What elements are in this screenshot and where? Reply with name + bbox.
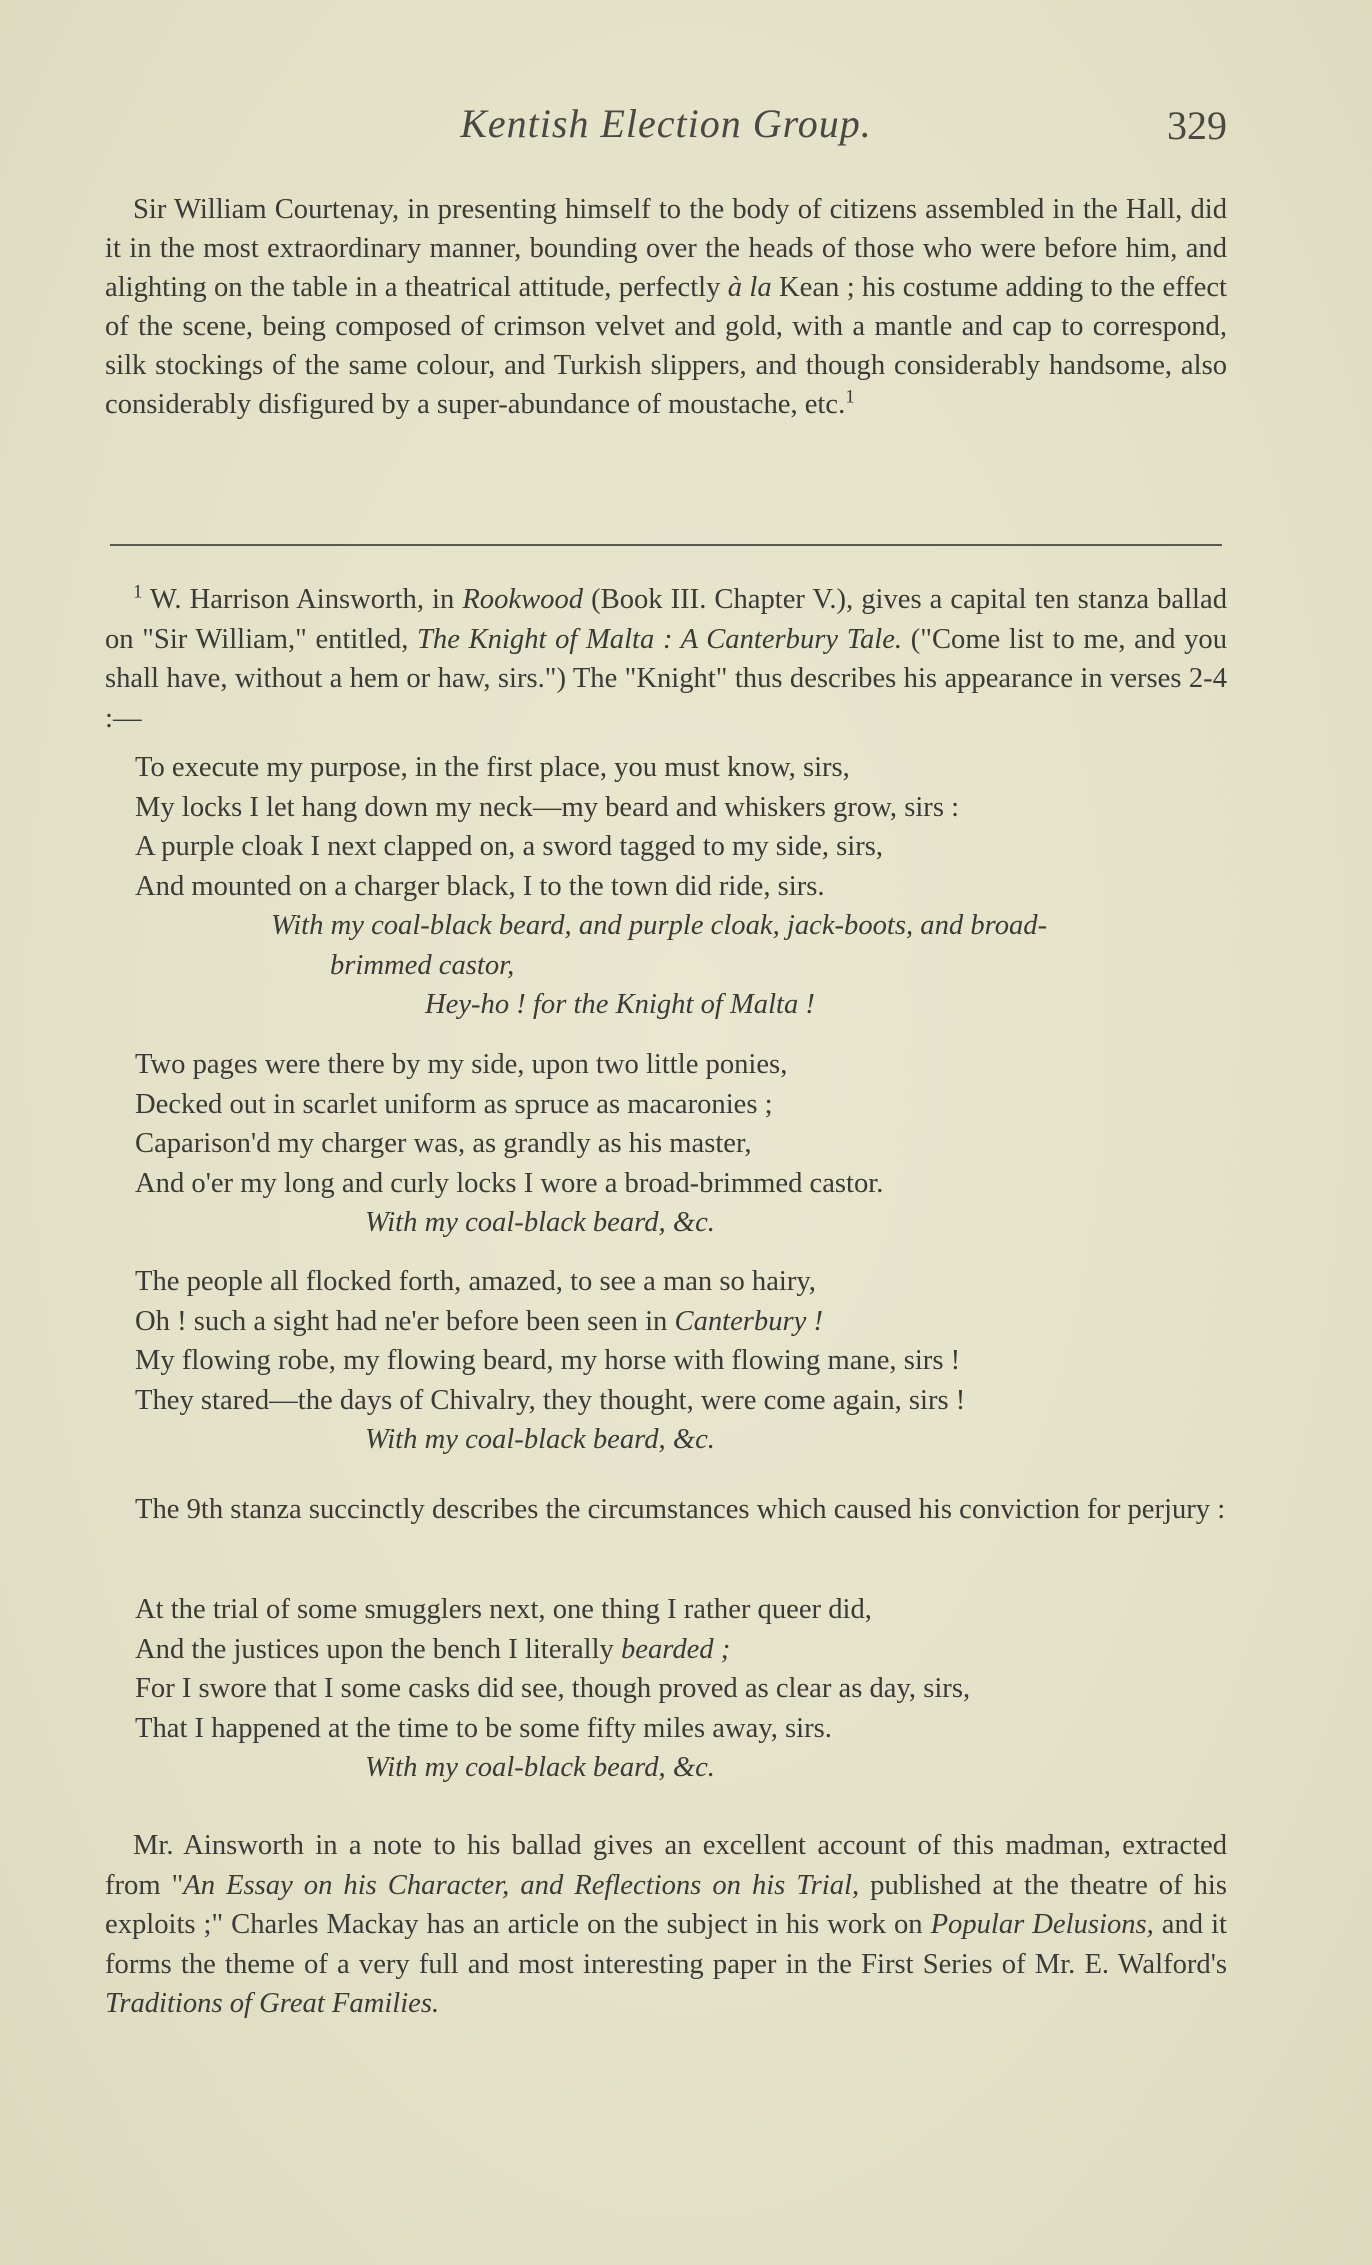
- book-title: Rookwood: [462, 584, 584, 615]
- essay-title: An Essay on his Character, and Reflections on his Trial,: [183, 1869, 860, 1901]
- mackay-title: Popular Delusions,: [930, 1909, 1154, 1940]
- ninth-stanza-text: The 9th stanza succinctly describes the circumstances which caused his conviction for perjury :: [135, 1494, 1226, 1525]
- ballad-title: The Knight of Malta : A Canterbury Tale.: [417, 623, 903, 655]
- footnote-text-1: W. Harrison Ainsworth, in: [142, 584, 463, 615]
- page-header: [105, 100, 1227, 160]
- main-paragraph-text-2: Kean ; his costume adding to the effect of the scene, being composed of crimson velvet and gold, with a mantle and cap to correspond, silk stockings of the same colour, and Turkish slippers, and though considerably handsome, also considerably disfigured by a super-abundance of moustache, etc.: [105, 272, 1227, 420]
- verse-line: For I swore that I some casks did see, though proved as clear as day, sirs,: [135, 1673, 971, 1704]
- ninth-stanza-intro: [105, 1490, 1227, 1530]
- stanza-9: [135, 1590, 1227, 1788]
- main-paragraph-italic: à la: [727, 272, 772, 303]
- verse-line: At the trial of some smugglers next, one thing I rather queer did,: [135, 1594, 872, 1625]
- main-paragraph-text-1: Sir William Courtenay, in presenting himself to the body of citizens assembled in the Hall, did it in the most extraordinary manner, bounding over the heads of those who were before him, and alighting on the table in a theatrical attitude, perfectly: [105, 194, 1227, 303]
- footnote-marker: 1: [133, 581, 143, 603]
- footnote-intro: [105, 580, 1227, 738]
- footnote-text-2: (Book III. Chapter V.), gives a capital ten stanza ballad on "Sir William," entitled,: [105, 584, 1227, 655]
- closing-paragraph: [105, 1826, 1227, 2024]
- verse-line: And o'er my long and curly locks I wore a broad-brimmed castor.: [135, 1167, 884, 1199]
- verse-line: A purple cloak I next clapped on, a sword tagged to my side, sirs,: [135, 831, 884, 862]
- verse-line: They stared—the days of Chivalry, they thought, were come again, sirs !: [135, 1384, 966, 1416]
- emphasized-word: bearded ;: [620, 1633, 731, 1665]
- closing-text-3: and it forms the theme of a very full and most interesting paper in the First Series of Mr. E. Walford's: [105, 1909, 1227, 1980]
- closing-text-1: Mr. Ainsworth in a note to his ballad gives an excellent account of this madman, extracted from ": [105, 1830, 1227, 1901]
- refrain-line: With my coal-black beard, &c.: [365, 1752, 715, 1783]
- verse-line-text: And the justices upon the bench I literally: [135, 1633, 621, 1665]
- footnote-reference[interactable]: 1: [845, 386, 855, 408]
- refrain-line: brimmed castor,: [330, 949, 515, 981]
- closing-text-2: published at the theatre of his exploits ;" Charles Mackay has an article on the subject in his work on: [105, 1869, 1227, 1940]
- footnote-text-3: ("Come list to me, and you shall have, without a hem or haw, sirs.") The "Knight" thus describes his appearance in verses 2-4 :—: [105, 623, 1227, 734]
- verse-line: The people all flocked forth, amazed, to see a man so hairy,: [135, 1266, 816, 1297]
- verse-line: Decked out in scarlet uniform as spruce as macaronies ;: [135, 1088, 773, 1120]
- stanza-2: [135, 1045, 1227, 1243]
- walford-title: Traditions of Great Families.: [105, 1988, 440, 2019]
- refrain-line: With my coal-black beard, &c.: [365, 1207, 715, 1238]
- verse-line: My locks I let hang down my neck—my beard and whiskers grow, sirs :: [135, 791, 960, 823]
- refrain-line: With my coal-black beard, &c.: [365, 1424, 715, 1455]
- stanza-3: [135, 1262, 1227, 1460]
- verse-line: My flowing robe, my flowing beard, my horse with flowing mane, sirs !: [135, 1345, 961, 1376]
- running-title: Kentish Election Group.: [460, 101, 872, 146]
- refrain-line: With my coal-black beard, and purple cloak, jack-boots, and broad-: [271, 910, 1048, 941]
- verse-line: To execute my purpose, in the first place, you must know, sirs,: [135, 752, 850, 783]
- verse-line-text: Oh ! such a sight had ne'er before been seen in: [135, 1305, 675, 1337]
- verse-line: [135, 1630, 1227, 1670]
- verse-line: Caparison'd my charger was, as grandly as his master,: [135, 1128, 752, 1159]
- main-paragraph: [105, 190, 1227, 424]
- verse-line: [135, 1302, 1227, 1342]
- verse-line: And mounted on a charger black, I to the town did ride, sirs.: [135, 870, 825, 902]
- footnote-divider: [110, 544, 1222, 546]
- verse-line: That I happened at the time to be some fifty miles away, sirs.: [135, 1712, 832, 1744]
- place-name: Canterbury !: [674, 1305, 824, 1337]
- verse-line: Two pages were there by my side, upon two little ponies,: [135, 1049, 788, 1080]
- stanza-1: [135, 748, 1227, 1025]
- page-number: 329: [1167, 103, 1227, 148]
- refrain-line: Hey-ho ! for the Knight of Malta !: [425, 989, 815, 1020]
